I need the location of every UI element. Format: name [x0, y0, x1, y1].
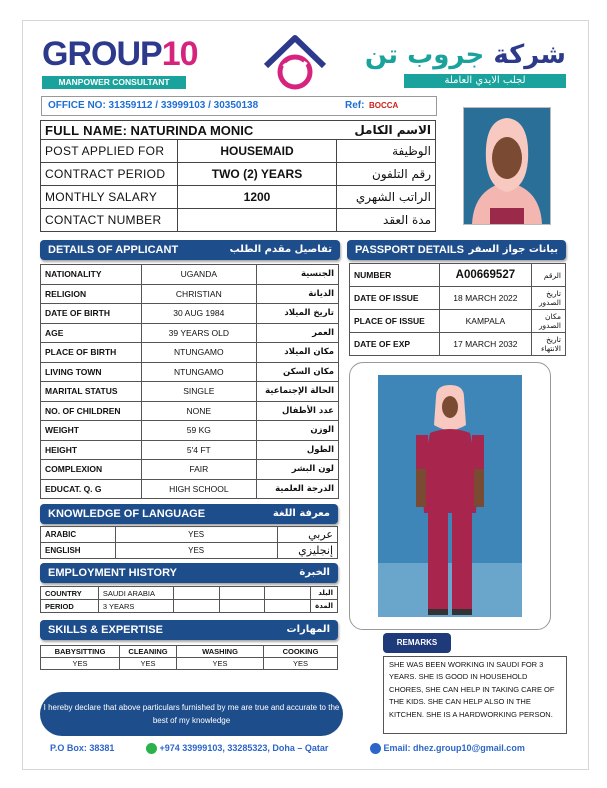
applicant-label: NO. OF CHILDREN: [41, 401, 142, 421]
applicant-ar: الدرجة العلمية: [256, 479, 338, 499]
applicant-value: NTUNGAMO: [141, 343, 256, 363]
ref-value: BOCCA: [369, 101, 399, 110]
applicant-label: EDUCAT. Q. G: [41, 479, 142, 499]
language-section-header: [40, 504, 338, 524]
full-name-cell: [41, 121, 337, 140]
skills-section-header: [40, 620, 338, 640]
table-row: [41, 304, 339, 324]
language-ar: عربي: [277, 527, 337, 543]
table-row: [41, 421, 339, 441]
summary-label: POST APPLIED FOR: [41, 140, 178, 163]
applicant-ar: مكان الميلاد: [256, 343, 338, 363]
passport-label: DATE OF EXP: [350, 333, 440, 356]
language-label: ARABIC: [41, 527, 116, 543]
language-value: YES: [115, 527, 277, 543]
applicant-label: HEIGHT: [41, 440, 142, 460]
summary-value: TWO (2) YEARS: [178, 163, 337, 186]
summary-value: 1200: [178, 186, 337, 209]
employment-section-header: [40, 563, 338, 583]
brand-part2: 10: [161, 35, 198, 73]
table-row: [41, 265, 339, 285]
applicant-label: MARITAL STATUS: [41, 382, 142, 402]
applicant-value: FAIR: [141, 460, 256, 480]
table-row: [350, 333, 566, 356]
summary-label: CONTACT NUMBER: [41, 209, 178, 232]
language-title: KNOWLEDGE OF LANGUAGE: [48, 508, 206, 520]
empty-cell: [219, 587, 265, 600]
applicant-label: DATE OF BIRTH: [41, 304, 142, 324]
footer-email-group: [370, 743, 525, 754]
headshot-photo: [463, 107, 551, 225]
applicant-value: SINGLE: [141, 382, 256, 402]
employment-period-ar: المدة: [311, 600, 338, 613]
summary-ar: الراتب الشهري: [337, 186, 436, 209]
applicant-title: DETAILS OF APPLICANT: [48, 244, 179, 256]
skills-table: [40, 645, 338, 670]
passport-value: KAMPALA: [439, 310, 531, 333]
table-row: [41, 362, 339, 382]
applicant-value: HIGH SCHOOL: [141, 479, 256, 499]
office-line: [41, 96, 437, 116]
summary-label: CONTRACT PERIOD: [41, 163, 178, 186]
passport-label: NUMBER: [350, 264, 440, 287]
table-row: [41, 646, 338, 658]
applicant-ar: الطول: [256, 440, 338, 460]
passport-ar: الرقم: [531, 264, 565, 287]
brand-arabic-part2: جروب تن: [364, 40, 485, 70]
summary-ar: رقم التلفون: [337, 163, 436, 186]
remarks-title: REMARKS: [383, 633, 451, 653]
applicant-value: NONE: [141, 401, 256, 421]
applicant-ar: الديانة: [256, 284, 338, 304]
applicant-value: 39 YEARS OLD: [141, 323, 256, 343]
employment-country-label: COUNTRY: [41, 587, 99, 600]
office-numbers: OFFICE NO: 31359112 / 33999103 / 30350138: [48, 100, 259, 111]
summary-label: MONTHLY SALARY: [41, 186, 178, 209]
footer-email[interactable]: Email: dhez.group10@gmail.com: [383, 743, 525, 753]
skill-header: BABYSITTING: [41, 646, 120, 658]
skills-title: SKILLS & EXPERTISE: [48, 624, 163, 636]
empty-cell: [174, 587, 220, 600]
table-row: [41, 460, 339, 480]
empty-cell: [265, 600, 311, 613]
center-emblem: [262, 34, 328, 92]
applicant-label: RELIGION: [41, 284, 142, 304]
applicant-value: CHRISTIAN: [141, 284, 256, 304]
table-row: [350, 310, 566, 333]
passport-value: 17 MARCH 2032: [439, 333, 531, 356]
full-name-value: NATURINDA MONIC: [130, 122, 254, 138]
footer-phone-group: [146, 743, 328, 754]
table-row: [41, 401, 339, 421]
applicant-ar: عدد الأطفال: [256, 401, 338, 421]
full-name-ar: الاسم الكامل: [337, 121, 436, 140]
table-row: [41, 382, 339, 402]
email-icon: [370, 743, 381, 754]
applicant-ar: الحالة الإجتماعية: [256, 382, 338, 402]
applicant-label: WEIGHT: [41, 421, 142, 441]
brand-arabic-part1: شركة: [493, 40, 566, 70]
remarks-text: SHE WAS BEEN WORKING IN SAUDI FOR 3 YEARS. SHE IS GOOD IN HOUSEHOLD CHORES, SHE CAN HELP IN TAKING CARE OF THE KIDS. SHE CAN HELP ALSO IN THE KITCHEN. SHE IS A HARDWORKING PERSON.: [383, 656, 567, 734]
table-row: [41, 543, 338, 559]
language-title-ar: معرفة اللغة: [272, 508, 330, 519]
applicant-label: PLACE OF BIRTH: [41, 343, 142, 363]
passport-section-header: [347, 240, 566, 260]
passport-title-ar: بيانات جواز السفر: [468, 244, 558, 255]
applicant-value: 30 AUG 1984: [141, 304, 256, 324]
applicant-value: 5'4 FT: [141, 440, 256, 460]
language-table: [40, 526, 338, 559]
skill-value: YES: [120, 658, 177, 670]
table-row: [41, 440, 339, 460]
applicant-value: NTUNGAMO: [141, 362, 256, 382]
full-body-photo: [349, 362, 551, 630]
employment-table: [40, 586, 338, 613]
applicant-ar: مكان السكن: [256, 362, 338, 382]
footer-phones: +974 33999103, 33285323, Doha – Qatar: [159, 743, 329, 753]
applicant-label: AGE: [41, 323, 142, 343]
employment-title-ar: الخبرة: [299, 567, 330, 578]
brand-part1: GROUP: [42, 35, 162, 73]
passport-label: DATE OF ISSUE: [350, 287, 440, 310]
passport-value: A00669527: [439, 264, 531, 287]
table-row: [41, 323, 339, 343]
empty-cell: [174, 600, 220, 613]
language-label: ENGLISH: [41, 543, 116, 559]
passport-title: PASSPORT DETAILS: [355, 244, 464, 256]
applicant-ar: الوزن: [256, 421, 338, 441]
empty-cell: [219, 600, 265, 613]
brand-arabic-tagline: لجلب الايدي العاملة: [404, 74, 566, 88]
applicant-label: NATIONALITY: [41, 265, 142, 285]
passport-ar: تاريخ الصدور: [531, 287, 565, 310]
skill-header: CLEANING: [120, 646, 177, 658]
employment-period-value: 3 YEARS: [98, 600, 173, 613]
applicant-value: UGANDA: [141, 265, 256, 285]
skill-header: WASHING: [177, 646, 264, 658]
skills-title-ar: المهارات: [286, 624, 330, 635]
summary-ar: الوظيفة: [337, 140, 436, 163]
applicant-ar: العمر: [256, 323, 338, 343]
employment-period-label: PERIOD: [41, 600, 99, 613]
table-row: [41, 343, 339, 363]
language-value: YES: [115, 543, 277, 559]
empty-cell: [265, 587, 311, 600]
summary-ar: مدة العقد: [337, 209, 436, 232]
passport-table: [349, 263, 566, 356]
skill-value: YES: [264, 658, 338, 670]
applicant-table: [40, 264, 339, 499]
employment-title: EMPLOYMENT HISTORY: [48, 567, 177, 579]
table-row: [41, 658, 338, 670]
table-row: [41, 587, 338, 600]
skill-value: YES: [41, 658, 120, 670]
table-row: [41, 479, 339, 499]
table-row: [350, 264, 566, 287]
applicant-ar: تاريخ الميلاد: [256, 304, 338, 324]
applicant-label: COMPLEXION: [41, 460, 142, 480]
skill-value: YES: [177, 658, 264, 670]
passport-ar: تاريخ الانتهاء: [531, 333, 565, 356]
applicant-title-ar: تفاصيل مقدم الطلب: [229, 244, 332, 255]
summary-value: HOUSEMAID: [178, 140, 337, 163]
group10-logo: [42, 35, 198, 89]
applicant-value: 59 KG: [141, 421, 256, 441]
passport-value: 18 MARCH 2022: [439, 287, 531, 310]
employment-country-value: SAUDI ARABIA: [98, 587, 173, 600]
brand-tagline: MANPOWER CONSULTANT: [42, 76, 186, 89]
summary-value: [178, 209, 337, 232]
applicant-section-header: [40, 240, 340, 260]
skill-header: COOKING: [264, 646, 338, 658]
table-row: [41, 600, 338, 613]
employment-country-ar: البلد: [311, 587, 338, 600]
table-row: [41, 284, 339, 304]
applicant-label: LIVING TOWN: [41, 362, 142, 382]
passport-ar: مكان الصدور: [531, 310, 565, 333]
arabic-logo: [364, 38, 566, 88]
footer-po-box: P.O Box: 38381: [50, 743, 115, 753]
ref-label: Ref:: [345, 100, 365, 111]
applicant-ar: لون البشر: [256, 460, 338, 480]
applicant-ar: الجنسية: [256, 265, 338, 285]
declaration-banner: I hereby declare that above particulars furnished by me are true and accurate to the best of my knowledge: [40, 692, 343, 736]
summary-table: [40, 120, 436, 232]
language-ar: إنجليزي: [277, 543, 337, 559]
full-name-label: FULL NAME:: [45, 122, 128, 138]
table-row: [41, 527, 338, 543]
whatsapp-icon: [146, 743, 157, 754]
table-row: [350, 287, 566, 310]
passport-label: PLACE OF ISSUE: [350, 310, 440, 333]
